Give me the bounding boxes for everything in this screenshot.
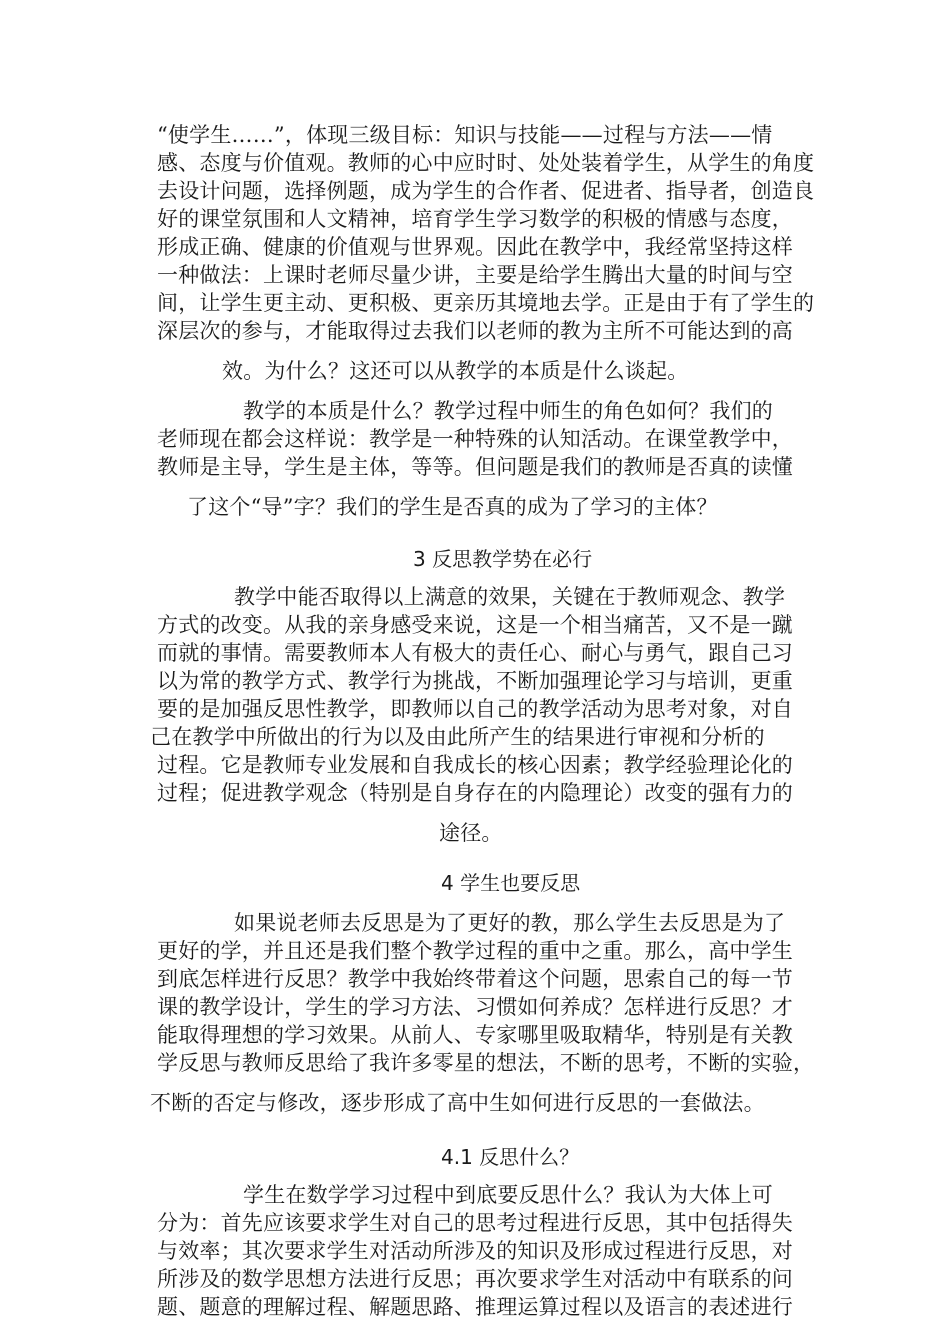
paragraph-line: 感、态度与价值观。教师的心中应时时、处处装着学生，从学生的角度 xyxy=(157,151,815,175)
paragraph-line: “使学生……”，体现三级目标：知识与技能——过程与方法——情 xyxy=(157,123,773,147)
paragraph-line: 课的教学设计，学生的学习方法、习惯如何养成？怎样进行反思？才 xyxy=(157,995,793,1019)
paragraph-line: 题、题意的理解过程、解题思路、推理运算过程以及语言的表述进行 xyxy=(157,1295,793,1319)
paragraph-line: 更好的学，并且还是我们整个教学过程的重中之重。那么，高中学生 xyxy=(157,939,793,963)
paragraph-line: 学反思与教师反思给了我许多零星的想法，不断的思考，不断的实验， xyxy=(157,1051,815,1075)
paragraph-line: 所涉及的数学思想方法进行反思；再次要求学生对活动中有联系的问 xyxy=(157,1267,793,1291)
paragraph-last-line: 不断的否定与修改，逐步形成了高中生如何进行反思的一套做法。 xyxy=(150,1091,765,1115)
paragraph-line: 去设计问题，选择例题，成为学生的合作者、促进者、指导者，创造良 xyxy=(157,179,815,203)
paragraph-line: 方式的改变。从我的亲身感受来说，这是一个相当痛苦，又不是一蹴 xyxy=(157,613,793,637)
paragraph-last-line: 效。为什么？这还可以从教学的本质是什么谈起。 xyxy=(222,359,689,383)
paragraph-line: 到底怎样进行反思？教学中我始终带着这个问题，思索自己的每一节 xyxy=(157,967,793,991)
paragraph-line: 要的是加强反思性教学，即教师以自己的教学活动为思考对象，对自 xyxy=(157,697,793,721)
paragraph-line: 分为：首先应该要求学生对自己的思考过程进行反思，其中包括得失 xyxy=(157,1211,793,1235)
paragraph-line: 能取得理想的学习效果。从前人、专家哪里吸取精华，特别是有关教 xyxy=(157,1023,793,1047)
paragraph-line: 深层次的参与，才能取得过去我们以老师的教为主所不可能达到的高 xyxy=(157,319,793,343)
paragraph-line: 如果说老师去反思是为了更好的教，那么学生去反思是为了 xyxy=(234,911,786,935)
section-heading-4-1: 4.1 反思什么？ xyxy=(441,1145,580,1169)
paragraph-line: 己在教学中所做出的行为以及由此所产生的结果进行审视和分析的 xyxy=(150,725,765,749)
paragraph-line: 以为常的教学方式、教学行为挑战，不断加强理论学习与培训，更重 xyxy=(157,669,793,693)
paragraph-line: 过程；促进教学观念（特别是自身存在的内隐理论）改变的强有力的 xyxy=(157,781,793,805)
section-heading-3: 3 反思教学势在必行 xyxy=(413,547,593,571)
paragraph-line: 间，让学生更主动、更积极、更亲历其境地去学。正是由于有了学生的 xyxy=(157,291,815,315)
paragraph-line: 一种做法：上课时老师尽量少讲，主要是给学生腾出大量的时间与空 xyxy=(157,263,793,287)
paragraph-line: 过程。它是教师专业发展和自我成长的核心因素；教学经验理论化的 xyxy=(157,753,793,777)
paragraph-line: 教学的本质是什么？教学过程中师生的角色如何？我们的 xyxy=(243,399,773,423)
paragraph-line: 学生在数学学习过程中到底要反思什么？我认为大体上可 xyxy=(243,1183,773,1207)
section-heading-4: 4 学生也要反思 xyxy=(441,871,581,895)
paragraph-last-line: 途径。 xyxy=(439,821,503,845)
paragraph-line: 与效率；其次要求学生对活动所涉及的知识及形成过程进行反思，对 xyxy=(157,1239,793,1263)
paragraph-line: 好的课堂氛围和人文精神，培育学生学习数学的积极的情感与态度， xyxy=(157,207,793,231)
paragraph-line: 老师现在都会这样说：教学是一种特殊的认知活动。在课堂教学中， xyxy=(157,427,793,451)
paragraph-line: 教学中能否取得以上满意的效果，关键在于教师观念、教学 xyxy=(234,585,786,609)
paragraph-last-line: 了这个“导”字？我们的学生是否真的成为了学习的主体？ xyxy=(187,495,718,519)
paragraph-line: 而就的事情。需要教师本人有极大的责任心、耐心与勇气，跟自己习 xyxy=(157,641,793,665)
paragraph-line: 教师是主导，学生是主体，等等。但问题是我们的教师是否真的读懂 xyxy=(157,455,793,479)
paragraph-line: 形成正确、健康的价值观与世界观。因此在教学中，我经常坚持这样 xyxy=(157,235,793,259)
